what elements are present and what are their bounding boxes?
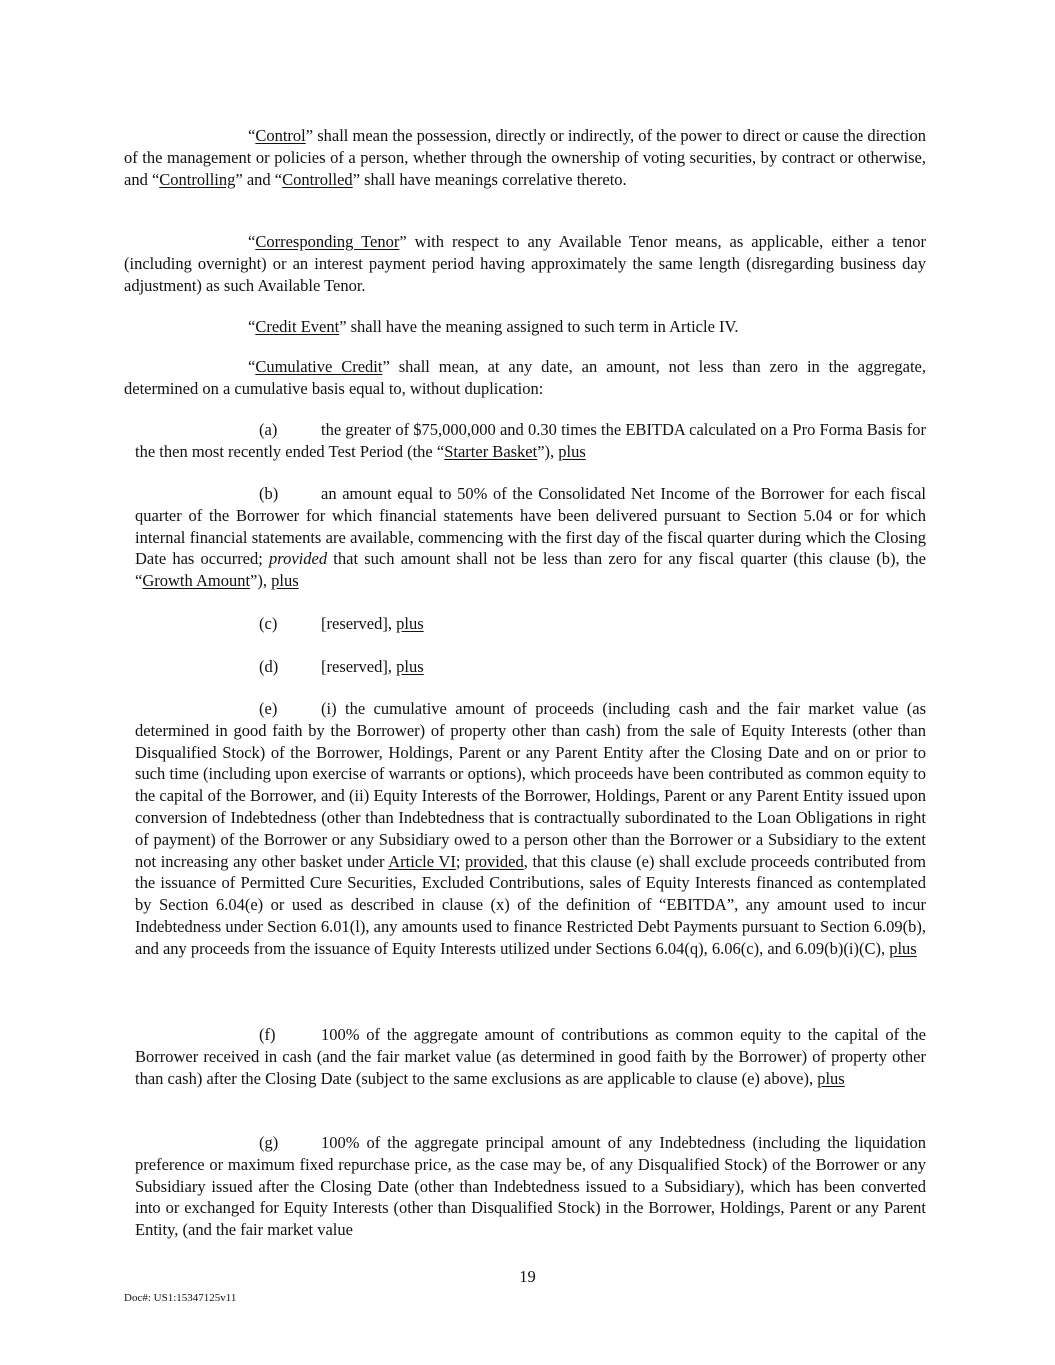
definition-credit-event: “Credit Event” shall have the meaning assigned to such term in Article IV. bbox=[248, 317, 739, 336]
clause-b: (b) an amount equal to 50% of the Consolidated Net Income of the Borrower for each fiscal quarter of the Borrower for which financial statements have been delivered pursuant to Section 5.04 or for which internal financial statements are available, commencing with the first day of the fiscal quarter during which the Closing Date has occurred; provided that such amount shall not be less than zero for any fiscal quarter (this clause (b), the “Growth Amount”), plus bbox=[135, 484, 926, 591]
defined-term-controlling: Controlling bbox=[159, 169, 236, 189]
italic-provided: provided bbox=[269, 549, 328, 569]
doc-id: Doc#: US1:15347125v11 bbox=[124, 1292, 237, 1304]
plus-connector: plus bbox=[396, 657, 424, 676]
clause-g: (g) 100% of the aggregate principal amount of any Indebtedness (including the liquidation preference or maximum fixed repurchase price, as the case may be, of any Disqualified Stock) of the Borrower or any Subsidiary issued after the Closing Date (other than Indebtedness issued to a Subsidiary), which has been converted into or exchanged for Equity Interests (other than Disqualified Stock) in the Borrower, Holdings, Parent or any Parent Entity, (and the fair market value bbox=[135, 1133, 926, 1240]
definition-cumulative-credit: “Cumulative Credit” shall mean, at any date, an amount, not less than zero in the aggregate, determined on a cumulative basis equal to, without duplication: bbox=[124, 357, 927, 398]
clause-label: (b) bbox=[259, 484, 279, 503]
clause-d: (d) [reserved], plus bbox=[259, 657, 424, 676]
page-number: 19 bbox=[519, 1267, 536, 1286]
defined-term-corresponding-tenor: Corresponding Tenor bbox=[255, 232, 400, 251]
clause-label: (d) bbox=[259, 657, 279, 676]
definition-corresponding-tenor: “Corresponding Tenor” with respect to any Available Tenor means, as applicable, either a tenor (including overnight) or an interest payment period having approximately the same length (disregarding business day adjustment) as such Available Tenor. bbox=[124, 232, 926, 295]
plus-connector: plus bbox=[817, 1068, 845, 1088]
definition-control: “Control” shall mean the possession, directly or indirectly, of the power to direct or cause the direction of the management or policies of a person, whether through the ownership of voting securities, by contract or otherwise, and “Controlling” and “Controlled” shall have meanings correlative thereto. bbox=[124, 126, 926, 189]
clause-a: (a) the greater of $75,000,000 and 0.30 times the EBITDA calculated on a Pro Forma Basis for the then most recently ended Test Period (the “Starter Basket”), plus bbox=[135, 420, 926, 461]
defined-term-controlled: Controlled bbox=[282, 169, 353, 189]
clause-c: (c) [reserved], plus bbox=[259, 614, 424, 633]
clause-label: (c) bbox=[259, 614, 278, 633]
clause-label: (g) bbox=[259, 1133, 279, 1152]
link-article-vi: Article VI bbox=[388, 851, 456, 871]
plus-connector: plus bbox=[271, 571, 299, 591]
underlined-provided: provided bbox=[465, 851, 524, 871]
clause-label: (e) bbox=[259, 699, 278, 718]
defined-term-growth-amount: Growth Amount bbox=[142, 571, 251, 591]
clause-f: (f) 100% of the aggregate amount of contributions as common equity to the capital of the Borrower received in cash (and the fair market value (as determined in good faith by the Borrower) of property other than cash) after the Closing Date (subject to the same exclusions as are applicable to clause (e) above), plus bbox=[135, 1025, 926, 1088]
clause-label: (a) bbox=[259, 420, 278, 439]
defined-term-starter-basket: Starter Basket bbox=[444, 441, 538, 461]
plus-connector: plus bbox=[889, 938, 917, 958]
clause-label: (f) bbox=[259, 1025, 276, 1044]
plus-connector: plus bbox=[396, 614, 424, 633]
clause-e: (e) (i) the cumulative amount of proceeds (including cash and the fair market value (as determined in good faith by the Borrower) of property other than cash) from the sale of Equity Interests (other than Disqualified Stock) of the Borrower, Holdings, Parent or any Parent Entity after the Closing Date and on or prior to such time (including upon exercise of warrants or options), which proceeds have been contributed as common equity to the capital of the Borrower, and (ii) Equity Interests of the Borrower, Holdings, Parent or any Parent Entity issued upon conversion of Indebtedness (other than Indebtedness that is contractually subordinated to the Loan Obligations in right of payment) of the Borrower or any Subsidiary owed to a person other than the Borrower or a Subsidiary to the extent not increasing any other basket under Article VI; provided, that this clause (e) shall exclude proceeds contributed from the issuance of Permitted Cure Securities, Excluded Contributions, sales of Equity Interests financed as contemplated by Section 6.04(e) or used as described in clause (x) of the definition of “EBITDA”, any amount used to incur Indebtedness under Section 6.01(l), any amounts used to finance Restricted Debt Payments pursuant to Section 6.09(b), and any proceeds from the issuance of Equity Interests utilized under Sections 6.04(q), 6.06(c), and 6.09(b)(i)(C), plus bbox=[135, 699, 926, 958]
defined-term-control: Control bbox=[255, 126, 306, 145]
defined-term-credit-event: Credit Event bbox=[255, 317, 340, 336]
plus-connector: plus bbox=[558, 441, 586, 461]
defined-term-cumulative-credit: Cumulative Credit bbox=[255, 357, 383, 376]
